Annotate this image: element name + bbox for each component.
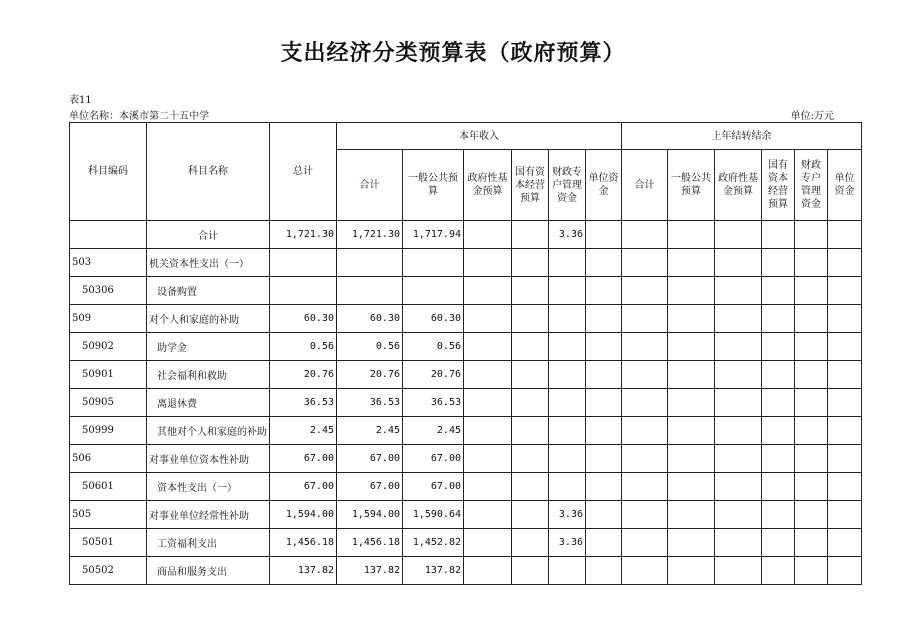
cell-cy-state-capital [512,221,549,249]
cell-co-gov-fund [715,473,762,501]
cell-co-unit-fund [828,249,862,277]
cell-cy-unit-fund [586,501,622,529]
cell-co-special-account [795,417,828,445]
unit-name: 单位名称：本溪市第二十五中学 [69,111,209,122]
cell-co-state-capital [762,221,795,249]
cell-cy-special-account [549,277,586,305]
table-row [70,333,862,361]
cell-co-state-capital [762,333,795,361]
cell-co-general [668,529,715,557]
cell-cy-total: 1,456.18 [337,529,403,557]
cell-cy-unit-fund [586,557,622,585]
cell-code [70,221,147,249]
cell-co-gov-fund [715,417,762,445]
cell-co-total [622,417,668,445]
cell-total [270,277,337,305]
cell-cy-state-capital [512,501,549,529]
cell-cy-special-account [549,417,586,445]
header-name: 科目名称 [147,123,270,221]
cell-co-total [622,221,668,249]
cell-co-total [622,529,668,557]
cell-cy-unit-fund [586,389,622,417]
cell-co-total [622,501,668,529]
cell-cy-state-capital [512,445,549,473]
cell-code: 50999 [70,417,147,445]
table-row [70,361,862,389]
cell-cy-state-capital [512,249,549,277]
header-total: 总计 [270,123,337,221]
cell-total: 67.00 [270,445,337,473]
cell-cy-general: 60.30 [403,305,464,333]
cell-co-state-capital [762,277,795,305]
cell-code: 50901 [70,361,147,389]
cell-cy-special-account [549,305,586,333]
cell-total: 1,594.00 [270,501,337,529]
table-row [70,557,862,585]
header-co-general: 一般公共预算 [668,150,715,221]
cell-name: 助学金 [147,333,270,361]
header-cy-state-capital: 国有资本经营预算 [512,150,549,221]
header-co-total: 合计 [622,150,668,221]
cell-co-unit-fund [828,473,862,501]
cell-co-total [622,445,668,473]
cell-cy-state-capital [512,277,549,305]
cell-co-total [622,249,668,277]
cell-co-unit-fund [828,305,862,333]
cell-cy-state-capital [512,557,549,585]
cell-co-total [622,473,668,501]
table-row [70,445,862,473]
cell-co-state-capital [762,249,795,277]
cell-cy-gov-fund [464,249,512,277]
table-number: 表11 [69,95,92,106]
cell-cy-state-capital [512,529,549,557]
cell-co-general [668,501,715,529]
cell-co-unit-fund [828,361,862,389]
cell-cy-unit-fund [586,305,622,333]
cell-co-state-capital [762,529,795,557]
cell-cy-gov-fund [464,501,512,529]
cell-co-general [668,557,715,585]
cell-cy-total: 1,721.30 [337,221,403,249]
cell-code: 50501 [70,529,147,557]
cell-total: 60.30 [270,305,337,333]
cell-cy-gov-fund [464,529,512,557]
cell-co-gov-fund [715,333,762,361]
table-row [70,473,862,501]
page-title: 支出经济分类预算表（政府预算） [280,40,626,66]
cell-co-unit-fund [828,529,862,557]
cell-co-total [622,277,668,305]
header-carryover: 上年结转结余 [622,123,862,150]
cell-total: 67.00 [270,473,337,501]
cell-cy-gov-fund [464,557,512,585]
cell-co-gov-fund [715,221,762,249]
table-row [70,277,862,305]
cell-co-unit-fund [828,333,862,361]
cell-total: 20.76 [270,361,337,389]
cell-cy-general: 1,717.94 [403,221,464,249]
cell-co-special-account [795,333,828,361]
cell-co-state-capital [762,389,795,417]
cell-cy-total: 2.45 [337,417,403,445]
cell-cy-general: 67.00 [403,473,464,501]
header-co-gov-fund: 政府性基金预算 [715,150,762,221]
table-row [70,529,862,557]
cell-co-general [668,221,715,249]
cell-code: 509 [70,305,147,333]
cell-co-state-capital [762,557,795,585]
header-code: 科目编码 [70,123,147,221]
cell-code: 503 [70,249,147,277]
cell-cy-total: 20.76 [337,361,403,389]
cell-name: 对个人和家庭的补助 [147,305,270,333]
cell-cy-special-account [549,333,586,361]
header-cy-total: 合计 [337,150,403,221]
cell-cy-gov-fund [464,473,512,501]
cell-code: 50502 [70,557,147,585]
cell-name: 对事业单位资本性补助 [147,445,270,473]
cell-co-gov-fund [715,557,762,585]
cell-co-general [668,249,715,277]
cell-co-total [622,333,668,361]
cell-co-special-account [795,221,828,249]
header-current-year: 本年收入 [337,123,622,150]
cell-total [270,249,337,277]
cell-cy-unit-fund [586,221,622,249]
cell-co-special-account [795,389,828,417]
cell-cy-unit-fund [586,333,622,361]
cell-cy-total: 137.82 [337,557,403,585]
cell-cy-unit-fund [586,417,622,445]
cell-cy-general: 20.76 [403,361,464,389]
cell-cy-unit-fund [586,277,622,305]
cell-co-special-account [795,277,828,305]
cell-cy-special-account [549,249,586,277]
cell-cy-general: 0.56 [403,333,464,361]
cell-co-gov-fund [715,389,762,417]
cell-cy-general: 67.00 [403,445,464,473]
cell-cy-state-capital [512,473,549,501]
header-co-state-capital: 国有资本经营预算 [762,150,795,221]
cell-cy-gov-fund [464,389,512,417]
cell-co-special-account [795,557,828,585]
cell-name: 离退休费 [147,389,270,417]
cell-total: 0.56 [270,333,337,361]
cell-co-total [622,389,668,417]
cell-name: 设备购置 [147,277,270,305]
cell-total: 137.82 [270,557,337,585]
cell-cy-total: 67.00 [337,473,403,501]
cell-co-special-account [795,249,828,277]
cell-co-unit-fund [828,221,862,249]
cell-name: 工资福利支出 [147,529,270,557]
cell-co-unit-fund [828,557,862,585]
cell-co-state-capital [762,473,795,501]
header-cy-general: 一般公共预算 [403,150,464,221]
cell-cy-unit-fund [586,361,622,389]
table-row [70,305,862,333]
cell-co-special-account [795,529,828,557]
cell-cy-gov-fund [464,361,512,389]
cell-cy-gov-fund [464,221,512,249]
cell-cy-state-capital [512,417,549,445]
cell-co-general [668,473,715,501]
cell-co-special-account [795,305,828,333]
unit-label: 单位:万元 [790,111,834,122]
cell-cy-special-account: 3.36 [549,501,586,529]
cell-cy-general: 2.45 [403,417,464,445]
cell-code: 506 [70,445,147,473]
cell-co-general [668,361,715,389]
cell-cy-total [337,277,403,305]
table-row [70,501,862,529]
cell-cy-special-account [549,361,586,389]
cell-cy-general [403,249,464,277]
cell-name: 其他对个人和家庭的补助 [147,417,270,445]
cell-cy-total: 67.00 [337,445,403,473]
cell-co-general [668,445,715,473]
cell-code: 505 [70,501,147,529]
cell-cy-gov-fund [464,417,512,445]
cell-cy-gov-fund [464,305,512,333]
cell-cy-unit-fund [586,249,622,277]
cell-cy-total: 1,594.00 [337,501,403,529]
header-cy-gov-fund: 政府性基金预算 [464,150,512,221]
cell-co-unit-fund [828,277,862,305]
cell-co-general [668,417,715,445]
cell-cy-state-capital [512,305,549,333]
budget-table [69,122,862,585]
cell-cy-total: 0.56 [337,333,403,361]
cell-code: 50905 [70,389,147,417]
cell-co-general [668,333,715,361]
cell-cy-total: 60.30 [337,305,403,333]
cell-cy-special-account [549,389,586,417]
cell-co-gov-fund [715,501,762,529]
cell-co-general [668,305,715,333]
cell-co-state-capital [762,417,795,445]
table-row [70,249,862,277]
cell-cy-total [337,249,403,277]
cell-co-gov-fund [715,529,762,557]
cell-co-special-account [795,501,828,529]
cell-total: 2.45 [270,417,337,445]
cell-code: 50902 [70,333,147,361]
cell-cy-general [403,277,464,305]
header-co-special-account: 财政专户管理资金 [795,150,828,221]
cell-co-general [668,277,715,305]
cell-co-unit-fund [828,501,862,529]
cell-total: 1,456.18 [270,529,337,557]
cell-co-state-capital [762,445,795,473]
cell-cy-general: 36.53 [403,389,464,417]
cell-cy-state-capital [512,361,549,389]
cell-name: 资本性支出（一） [147,473,270,501]
cell-cy-general: 1,590.64 [403,501,464,529]
cell-cy-unit-fund [586,445,622,473]
cell-co-gov-fund [715,249,762,277]
cell-name: 对事业单位经常性补助 [147,501,270,529]
cell-cy-state-capital [512,333,549,361]
cell-co-general [668,389,715,417]
cell-cy-general: 1,452.82 [403,529,464,557]
cell-cy-unit-fund [586,529,622,557]
cell-cy-special-account [549,445,586,473]
cell-total: 36.53 [270,389,337,417]
cell-cy-state-capital [512,389,549,417]
cell-co-special-account [795,361,828,389]
table-row [70,221,862,249]
table-row [70,389,862,417]
cell-co-unit-fund [828,389,862,417]
cell-cy-special-account [549,473,586,501]
cell-co-unit-fund [828,417,862,445]
cell-cy-total: 36.53 [337,389,403,417]
header-co-unit-fund: 单位资金 [828,150,862,221]
cell-co-total [622,305,668,333]
cell-cy-general: 137.82 [403,557,464,585]
cell-name: 社会福利和救助 [147,361,270,389]
cell-co-gov-fund [715,361,762,389]
cell-co-total [622,557,668,585]
cell-co-state-capital [762,361,795,389]
cell-co-unit-fund [828,445,862,473]
header-cy-unit-fund: 单位资金 [586,150,622,221]
cell-total: 1,721.30 [270,221,337,249]
cell-code: 50306 [70,277,147,305]
cell-co-gov-fund [715,445,762,473]
cell-cy-special-account: 3.36 [549,529,586,557]
cell-co-special-account [795,445,828,473]
cell-cy-special-account: 3.36 [549,221,586,249]
table-body [70,221,862,585]
cell-cy-special-account [549,557,586,585]
cell-cy-gov-fund [464,445,512,473]
cell-co-gov-fund [715,277,762,305]
cell-cy-gov-fund [464,277,512,305]
cell-co-gov-fund [715,305,762,333]
cell-cy-unit-fund [586,473,622,501]
cell-code: 50601 [70,473,147,501]
cell-name: 商品和服务支出 [147,557,270,585]
cell-co-special-account [795,473,828,501]
cell-co-state-capital [762,305,795,333]
table-row [70,417,862,445]
cell-name: 合计 [147,221,270,249]
cell-co-state-capital [762,501,795,529]
cell-co-total [622,361,668,389]
cell-name: 机关资本性支出（一） [147,249,270,277]
cell-cy-gov-fund [464,333,512,361]
header-cy-special-account: 财政专户管理资金 [549,150,586,221]
